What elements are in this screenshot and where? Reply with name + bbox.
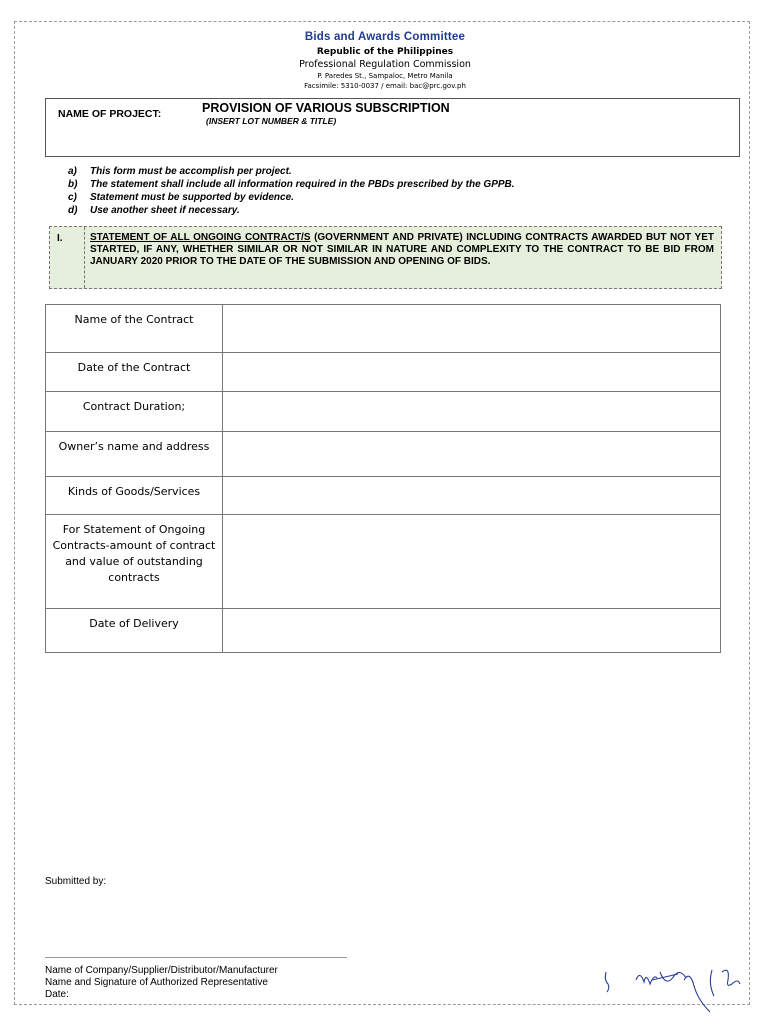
row-label: For Statement of Ongoing Contracts-amount of contract and value of outstanding contracts <box>46 515 223 609</box>
row-label: Date of Delivery <box>46 609 223 653</box>
instruction-item <box>68 178 515 191</box>
project-label: NAME OF PROJECT: <box>58 108 162 120</box>
row-label: Kinds of Goods/Services <box>46 477 223 515</box>
row-value-cell[interactable] <box>223 609 721 653</box>
committee-title: Bids and Awards Committee <box>304 31 466 43</box>
statement-divider <box>84 227 85 288</box>
statement-number: I. <box>57 233 63 244</box>
agency-address: P. Paredes St., Sampaloc, Metro Manila <box>317 72 453 80</box>
row-value-cell[interactable] <box>223 305 721 353</box>
instruction-text: The statement shall include all information required in the PBDs prescribed by the GPPB. <box>90 179 515 190</box>
statement-rest: (GOVERNMENT AND PRIVATE) INCLUDING CONTRACTS AWARDED BUT NOT YET STARTED, IF ANY, WHETHER SIMILAR OR NOT SIMILAR IN NATURE AND COMPLEXITY TO THE CONTRACT TO BE BID FROM JANUARY 2020 PRIOR TO THE DATE OF THE SUBMISSION AND OPENING OF BIDS. <box>90 232 714 267</box>
table-row <box>46 392 721 432</box>
instruction-item <box>68 204 515 217</box>
table-row <box>46 305 721 353</box>
instruction-text: Use another sheet if necessary. <box>90 205 240 216</box>
table-row <box>46 432 721 477</box>
project-title[interactable]: PROVISION OF VARIOUS SUBSCRIPTION <box>202 101 450 115</box>
instruction-letter: c) <box>68 192 77 203</box>
submitted-by-label: Submitted by: <box>45 876 107 887</box>
table-row <box>46 477 721 515</box>
row-value-cell[interactable] <box>223 353 721 392</box>
row-value-cell[interactable] <box>223 515 721 609</box>
statement-underlined: STATEMENT OF ALL ONGOING CONTRACT/S <box>90 232 311 243</box>
agency-name: Professional Regulation Commission <box>299 59 471 70</box>
instructions-list <box>68 165 515 217</box>
statement-box <box>49 226 722 289</box>
table-row <box>46 515 721 609</box>
instruction-text: Statement must be supported by evidence. <box>90 192 294 203</box>
date-label: Date: <box>45 989 69 1000</box>
project-box <box>45 98 740 157</box>
instruction-letter: b) <box>68 179 78 190</box>
agency-contact: Facsimile: 5310-0037 / email: bac@prc.gov.ph <box>304 82 466 90</box>
handwritten-signature-icon <box>600 962 750 1017</box>
instruction-letter: d) <box>68 205 78 216</box>
instruction-text: This form must be accomplish per project. <box>90 166 292 177</box>
instruction-item <box>68 165 515 178</box>
table-row <box>46 353 721 392</box>
footer-block <box>45 965 278 1001</box>
row-label: Owner’s name and address <box>46 432 223 477</box>
country-name: Republic of the Philippines <box>316 47 454 57</box>
company-name-label: Name of Company/Supplier/Distributor/Manufacturer <box>45 965 278 976</box>
row-value-cell[interactable] <box>223 477 721 515</box>
row-label: Name of the Contract <box>46 305 223 353</box>
project-subtitle: (INSERT LOT NUMBER & TITLE) <box>206 116 337 126</box>
statement-text <box>90 232 714 268</box>
row-value-cell[interactable] <box>223 432 721 477</box>
instruction-item <box>68 191 515 204</box>
signature-line <box>45 957 347 958</box>
row-label: Date of the Contract <box>46 353 223 392</box>
row-label: Contract Duration; <box>46 392 223 432</box>
representative-label: Name and Signature of Authorized Representative <box>45 977 268 988</box>
contract-table <box>45 304 721 653</box>
table-row <box>46 609 721 653</box>
instruction-letter: a) <box>68 166 77 177</box>
row-value-cell[interactable] <box>223 392 721 432</box>
